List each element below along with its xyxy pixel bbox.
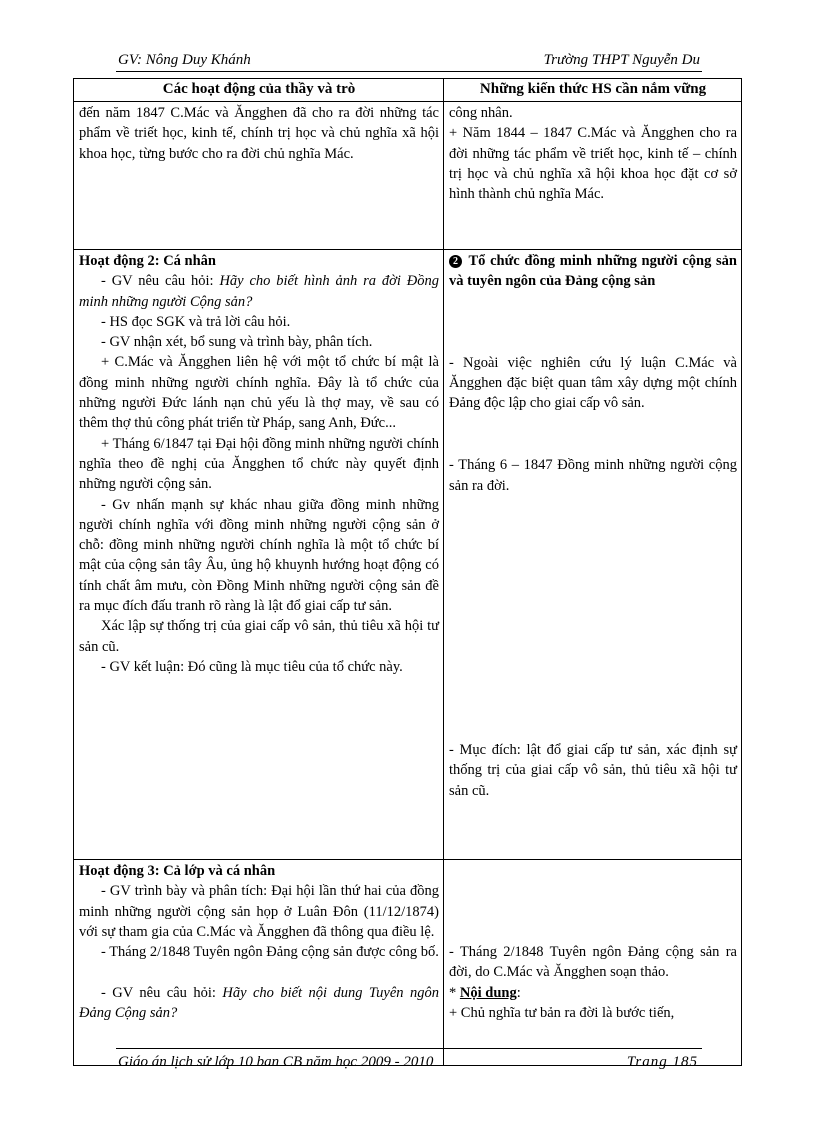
question-text: Hãy cho biết nội dung Tuyên ngôn Đảng Cộng sản? [79, 984, 439, 1022]
school-name: Trường THPT Nguyễn Du [543, 52, 700, 68]
activity-3-title: Hoạt động 3: Cả lớp và cá nhân [79, 863, 276, 879]
question-prefix: - GV nêu câu hỏi: [101, 984, 223, 1001]
page-header [116, 52, 702, 72]
col-header-activities: Các hoạt động của thầy và trò [74, 79, 444, 102]
row1-activities [74, 102, 444, 250]
section-2-title-text: Tổ chức đồng minh những người cộng sản và tuyên ngôn của Đảng cộng sản [449, 253, 737, 290]
activity-2-p5: - Gv nhấn mạnh sự khác nhau giữa đồng minh những người chính nghĩa với đồng minh những người cộng sản ở chỗ: đồng minh những người chính nghĩa là một tổ chức bí mật của cộng sản tây Âu, ủng hộ khuynh hướng hoạt động có tính chất âm mưu, còn Đồng Minh những người cộng sản đề ra mục đích đấu tranh rõ ràng là lật đổ giai cấp tư sản. [79, 496, 439, 615]
content-star: * [449, 984, 460, 1001]
table-header-row [74, 79, 742, 102]
question-text: Hãy cho biết hình ảnh ra đời Đồng minh những người Cộng sản? [79, 273, 440, 310]
table-row [74, 250, 742, 860]
row3-knowledge [444, 860, 742, 1066]
row1-knowledge [444, 102, 742, 250]
activity-2-p6: Xác lập sự thống trị của giai cấp vô sản, thủ tiêu xã hội tư sản cũ. [79, 618, 439, 655]
teacher-name: GV: Nông Duy Khánh [118, 52, 251, 68]
col-header-knowledge: Những kiến thức HS cần nắm vững [444, 79, 742, 102]
row1-right-text-1: công nhân. [449, 105, 513, 121]
section-2-point-3: - Mục đích: lật đổ giai cấp tư sản, xác định sự thống trị của giai cấp vô sản, thủ tiêu xã hội tư sản cũ. [449, 742, 737, 799]
section-2-point-1: - Ngoài việc nghiên cứu lý luận C.Mác và Ăngghen đặc biệt quan tâm xây dựng một chính Đảng độc lập cho giai cấp vô sản. [449, 354, 737, 412]
activity-3-question [79, 983, 439, 1024]
content-colon: : [516, 984, 521, 1001]
lesson-table [73, 78, 742, 1066]
activity-2-p7: - GV kết luận: Đó cũng là mục tiêu của tổ chức này. [101, 658, 403, 675]
activity-3-p2: - Tháng 2/1848 Tuyên ngôn Đảng cộng sản được công bố. [101, 944, 439, 961]
table-row [74, 860, 742, 1066]
section-2-point-2: - Tháng 6 – 1847 Đồng minh những người cộng sản ra đời. [449, 457, 737, 494]
table-row [74, 102, 742, 250]
content-heading [449, 983, 737, 1003]
page-footer [116, 1048, 702, 1076]
activity-3-p1: - GV trình bày và phân tích: Đại hội lần thứ hai của đồng minh những người cộng sản họp ở Luân Đôn (11/12/1874) với sự tham gia của C.Mác và Ăngghen đã thông qua điều lệ. [79, 883, 439, 940]
content-label: Nội dung [459, 984, 517, 1001]
activity-2-title: Hoạt động 2: Cá nhân [79, 253, 216, 269]
activity-2-question [79, 271, 439, 312]
question-prefix: - GV nêu câu hỏi: [101, 273, 220, 290]
row3-activities [74, 860, 444, 1066]
row2-activities [74, 250, 444, 860]
section-2-title [449, 251, 737, 292]
section-3-point-2: + Chủ nghĩa tư bản ra đời là bước tiến, [449, 1004, 675, 1021]
activity-2-p1: - HS đọc SGK và trả lời câu hỏi. [101, 313, 291, 330]
activity-2-p4: + Tháng 6/1847 tại Đại hội đồng minh những người chính nghĩa theo đề nghị của Ăngghen tổ chức này quyết định những người cộng sản. [79, 435, 439, 493]
number-two-circle-icon: 2 [449, 255, 462, 268]
course-info: Giáo án lịch sử lớp 10 ban CB năm học 2009 - 2010 [118, 1054, 434, 1070]
section-3-point-1: - Tháng 2/1848 Tuyên ngôn Đảng cộng sản ra đời, do C.Mác và Ăngghen soạn thảo. [449, 944, 737, 981]
row1-left-text: đến năm 1847 C.Mác và Ăngghen đã cho ra đời những tác phẩm về triết học, kinh tế, chính trị học và chủ nghĩa xã hội khoa học, từng bước cho ra đời chủ nghĩa Mác. [79, 105, 439, 162]
row1-right-text-2: + Năm 1844 – 1847 C.Mác và Ăngghen cho ra đời những tác phẩm về triết học, kinh tế – chính trị học và chủ nghĩa xã hội khoa học đặt cơ sở hình thành chủ nghĩa Mác. [449, 125, 737, 203]
activity-2-p3: + C.Mác và Ăngghen liên hệ với một tổ chức bí mật là đồng minh những người chính nghĩa. Đây là tổ chức của những người Đức lánh nạn chủ yếu là thợ may, về sau có thêm thợ thủ công phát triển từ Pháp, sang Anh, Đức... [79, 354, 439, 432]
activity-2-p2: - GV nhận xét, bổ sung và trình bày, phân tích. [101, 334, 373, 351]
page-number: Trang 185 [626, 1054, 698, 1070]
row2-knowledge [444, 250, 742, 860]
